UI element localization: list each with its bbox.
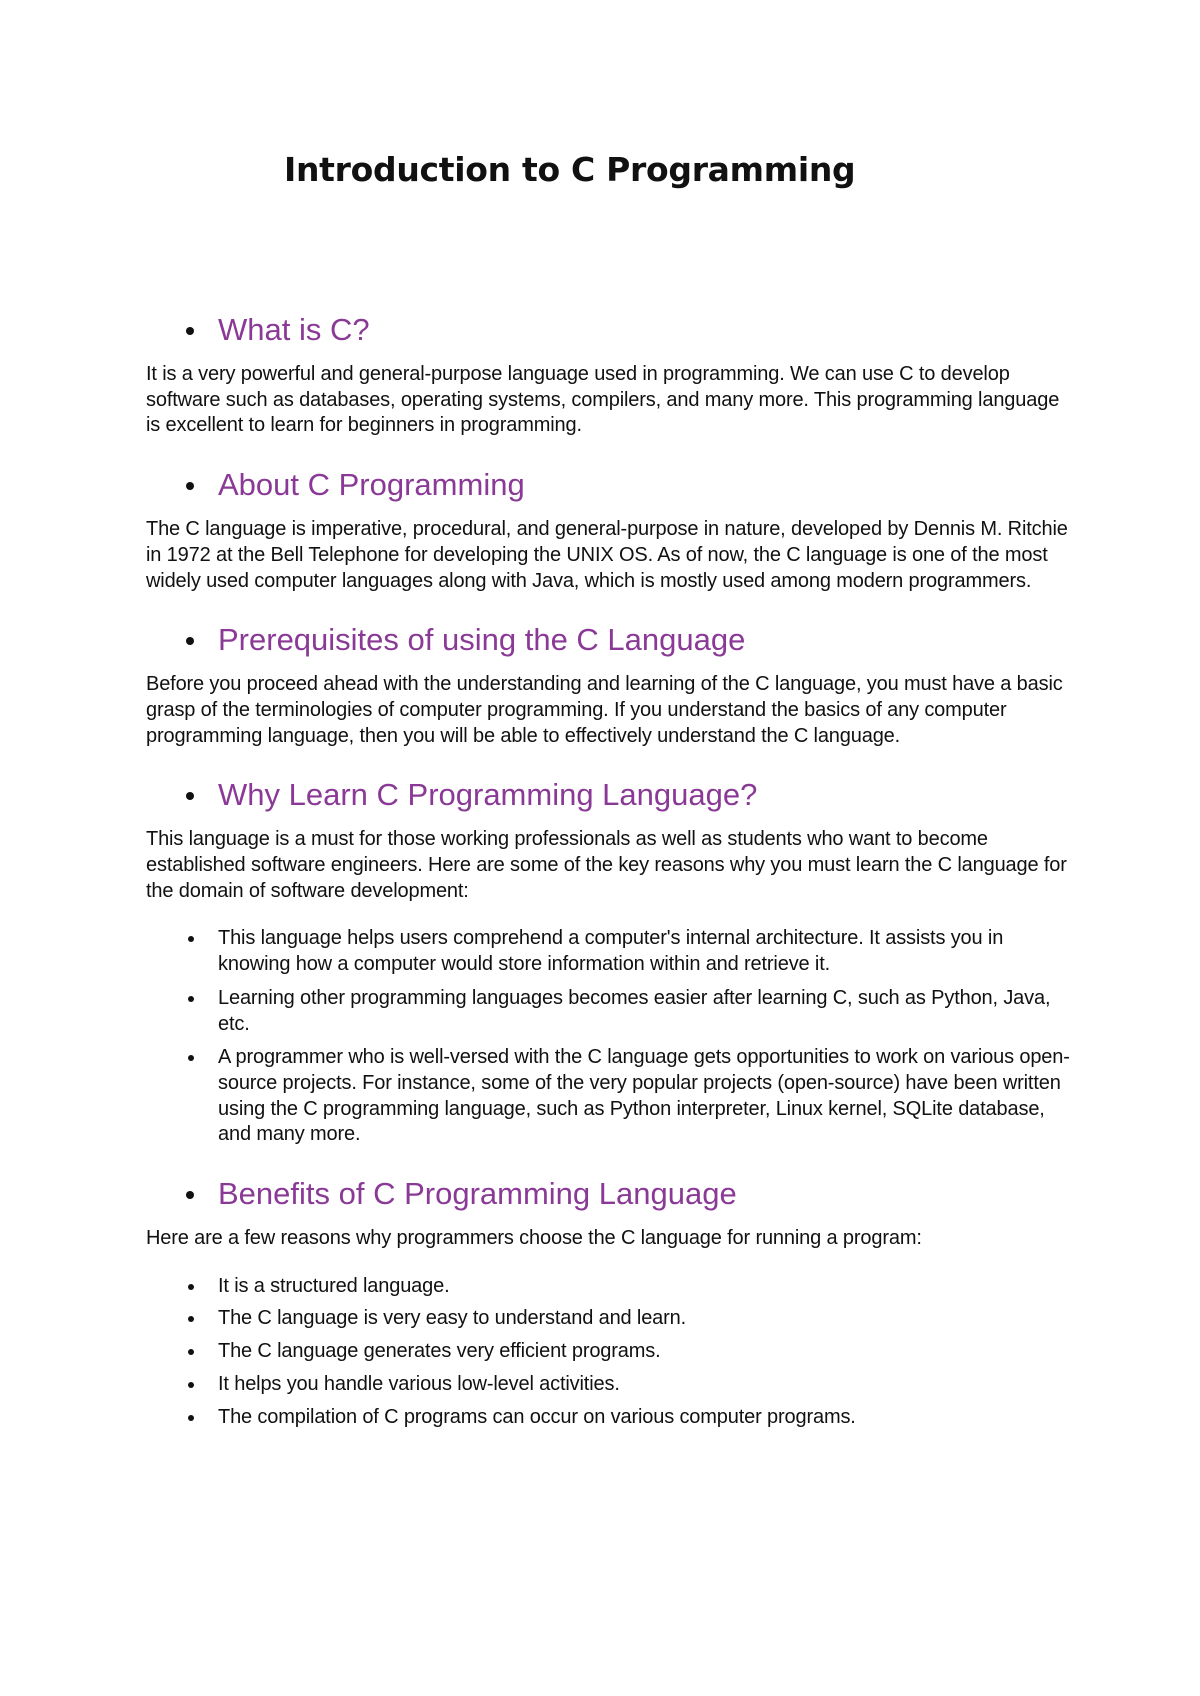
section-paragraph: This language is a must for those working professionals as well as students who want to become established software engineers. Here are some of the key reasons why you must learn the C language for the domain of software development:: [146, 828, 1067, 902]
section-heading-text: About C Programming: [218, 467, 525, 503]
section-heading-text: What is C?: [218, 312, 370, 347]
bullet-icon: [186, 327, 194, 335]
section-paragraph: The C language is imperative, procedural, and general-purpose in nature, developed by Dennis M. Ritchie in 1972 at the Bell Telephone for developing the UNIX OS. As of now, the C language is one of the most widely used computer languages along with Java, which is mostly used among modern programmers.: [146, 518, 1068, 592]
section-paragraph: It is a very powerful and general-purpose language used in programming. We can use C to develop software such as databases, operating systems, compilers, and many more. This programming language is excellent to learn for beginners in programming.: [146, 363, 1060, 437]
bullet-icon: [188, 1382, 194, 1388]
list-item-text: This language helps users comprehend a computer's internal architecture. It assists you in knowing how a computer would store information within and retrieve it.: [218, 927, 1004, 976]
section-heading: [146, 1172, 1076, 1216]
list-item-text: It helps you handle various low-level activities.: [218, 1372, 620, 1395]
list-item-text: It is a structured language.: [218, 1274, 450, 1297]
section-heading-text: Why Learn C Programming Language?: [218, 777, 758, 813]
bullet-icon: [186, 637, 194, 645]
section-heading: [146, 308, 1076, 352]
bullet-icon: [186, 792, 194, 800]
section-heading: [146, 618, 1076, 662]
section-why-learn-c: [146, 773, 1076, 1148]
list-item: [146, 1045, 1076, 1148]
list-item: [146, 986, 1076, 1037]
list-item-text: The C language is very easy to understand and learn.: [218, 1307, 687, 1330]
list-item-text: A programmer who is well-versed with the C language gets opportunities to work on various open-source projects. For instance, some of the very popular projects (open-source) have been written using the C programming language, such as Python interpreter, Linux kernel, SQLite database, and many more.: [218, 1046, 1070, 1146]
list-item: [146, 1339, 1076, 1365]
document-body: [146, 308, 1076, 1454]
benefits-list: [146, 1274, 1076, 1431]
list-item: [146, 1372, 1076, 1398]
section-heading-text: Prerequisites of using the C Language: [218, 622, 746, 658]
list-item-text: Learning other programming languages becomes easier after learning C, such as Python, Java, etc.: [218, 986, 1051, 1035]
bullet-icon: [188, 1349, 194, 1355]
bullet-icon: [188, 1284, 194, 1290]
bullet-icon: [188, 936, 194, 942]
list-item-text: The C language generates very efficient programs.: [218, 1340, 661, 1363]
section-prerequisites: [146, 618, 1076, 749]
section-benefits: [146, 1172, 1076, 1430]
bullet-icon: [186, 482, 194, 490]
bullet-icon: [188, 1415, 194, 1421]
bullet-icon: [188, 996, 194, 1002]
section-about-c: [146, 463, 1076, 594]
section-heading: [146, 773, 1076, 817]
section-heading: [146, 463, 1076, 507]
section-heading-text: Benefits of C Programming Language: [218, 1176, 737, 1212]
section-paragraph: Before you proceed ahead with the understanding and learning of the C language, you must have a basic grasp of the terminologies of computer programming. If you understand the basics of any computer programming language, then you will be able to effectively understand the C language.: [146, 673, 1063, 747]
bullet-icon: [186, 1191, 194, 1199]
list-item: [146, 1274, 1076, 1300]
list-item: [146, 926, 1076, 977]
list-item: [146, 1306, 1076, 1332]
list-item-text: The compilation of C programs can occur on various computer programs.: [218, 1405, 856, 1428]
bullet-icon: [188, 1055, 194, 1061]
list-item: [146, 1405, 1076, 1431]
bullet-icon: [188, 1316, 194, 1322]
section-paragraph: Here are a few reasons why programmers choose the C language for running a program:: [146, 1227, 922, 1250]
reasons-list: [146, 926, 1076, 1148]
section-what-is-c: [146, 308, 1076, 439]
document-title: Introduction to C Programming: [284, 150, 856, 189]
